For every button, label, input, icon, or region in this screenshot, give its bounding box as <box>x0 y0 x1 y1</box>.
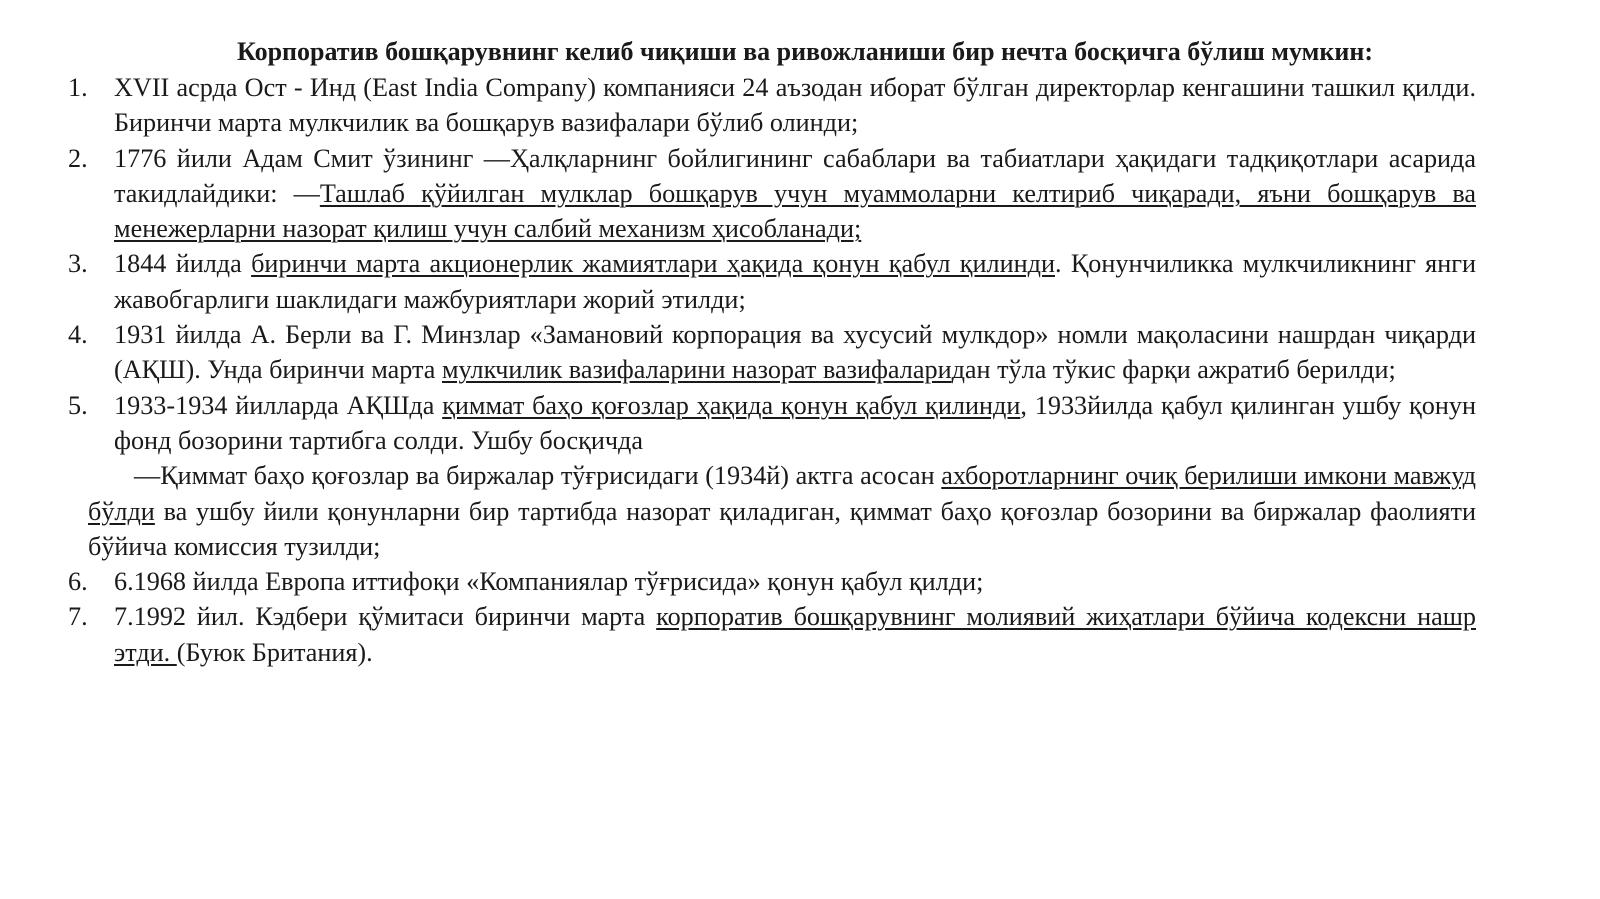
item-number: 6. <box>68 567 88 597</box>
item-text-plain: 6.1968 йилда Европа иттифоқи «Компаниялар тўғрисида» қонун қабул қилди; <box>114 567 984 597</box>
item-text <box>114 388 1476 459</box>
item-text-underlined: Ташлаб қўйилган мулклар бошқарув учун муаммоларни келтириб чиқаради, яъни бошқарув ва менежерларни назорат қилиш учун салбий механизм ҳисобланади; <box>114 178 1476 244</box>
item-number: 3. <box>68 249 88 279</box>
item-text-plain: XVII асрда Ост - Инд (East India Company) компанияси 24 аъзодан иборат бўлган директорлар кенгашини ташкил қилди. Биринчи марта мулкчилик ва бошқарув вазифалари бўлиб олинди; <box>114 73 1476 138</box>
item-text <box>114 564 1476 599</box>
item-text-plain: 1933-1934 йилларда АҚШда <box>114 390 443 420</box>
item-number: 5. <box>68 390 88 420</box>
numbered-list <box>68 70 1476 670</box>
slide-title: Корпоратив бошқарувнинг келиб чиқиши ва ривожланиши бир нечта босқичга бўлиш мумкин: <box>237 37 1373 66</box>
item-text-underlined: корпоратив бошқарувнинг молиявий жиҳатлари бўйича кодексни нашр этди. <box>114 602 1476 667</box>
list-item-1 <box>68 70 1476 141</box>
item-text-underlined: қиммат баҳо қоғозлар ҳақида қонун қабул қилинди <box>442 390 1021 420</box>
list-item-2 <box>68 141 1476 247</box>
item-text-underlined: мулкчилик вазифаларини назорат вазифалари <box>441 355 952 385</box>
item-text-plain: 1844 йилда <box>114 249 252 279</box>
item-text-plain: 1931 йилда А. Берли ва Г. Минзлар «Замановий корпорация ва хусусий мулкдор» номли мақоласини нашрдан чиқарди (АҚШ). Унда биринчи марта <box>114 320 1476 385</box>
item-text-plain: ва ушбу йили қонунларни бир тартибда назорат қиладиган, қиммат баҳо қоғозлар бозорини ва биржалар фаолияти бўйича комиссия тузилди; <box>88 496 1476 561</box>
item-number: 2. <box>68 143 88 173</box>
list-item-5 <box>68 388 1476 459</box>
item-text <box>114 70 1476 141</box>
item-text-underlined: биринчи марта акционерлик жамиятлари ҳақида қонун қабул қилинди <box>251 249 1055 279</box>
item-text-plain: дан тўла тўкис фарқи ажратиб берилди; <box>951 355 1396 385</box>
list-item-5-continuation <box>88 458 1476 564</box>
list-item-4 <box>68 317 1476 388</box>
item-text-underlined: ахборотларнинг очиқ берилиши имкони мавжуд бўлди <box>88 461 1476 526</box>
item-text <box>114 246 1476 317</box>
item-text <box>114 141 1476 247</box>
item-text <box>114 599 1476 670</box>
item-text-plain: . Қонунчиликка мулкчиликнинг янги жавобгарлиги шаклидаги мажбуриятлари жорий этилди; <box>114 249 1476 314</box>
item-text-plain: ―Қиммат баҳо қоғозлар ва биржалар тўғрисидаги (1934й) актга асосан <box>134 461 942 491</box>
item-text <box>114 317 1476 388</box>
item-text-plain: (Буюк Британия). <box>176 637 373 667</box>
item-text-plain: 7.1992 йил. Кэдбери қўмитаси биринчи марта <box>114 602 657 632</box>
item-number: 7. <box>68 602 88 632</box>
item-number: 4. <box>68 320 88 350</box>
item-number: 1. <box>68 73 88 102</box>
list-item-7 <box>68 599 1476 670</box>
list-item-6 <box>68 564 1476 599</box>
item-text-plain: , 1933йилда қабул қилинган ушбу қонун фонд бозорини тартибга солди. Ушбу босқичда <box>114 390 1476 455</box>
list-item-3 <box>68 246 1476 317</box>
item-text-plain: 1776 йили Адам Смит ўзининг ―Ҳалқларнинг бойлигининг сабаблари ва табиатлари ҳақидаги тадқиқотлари асарида такидлайдики: ― <box>114 143 1476 208</box>
